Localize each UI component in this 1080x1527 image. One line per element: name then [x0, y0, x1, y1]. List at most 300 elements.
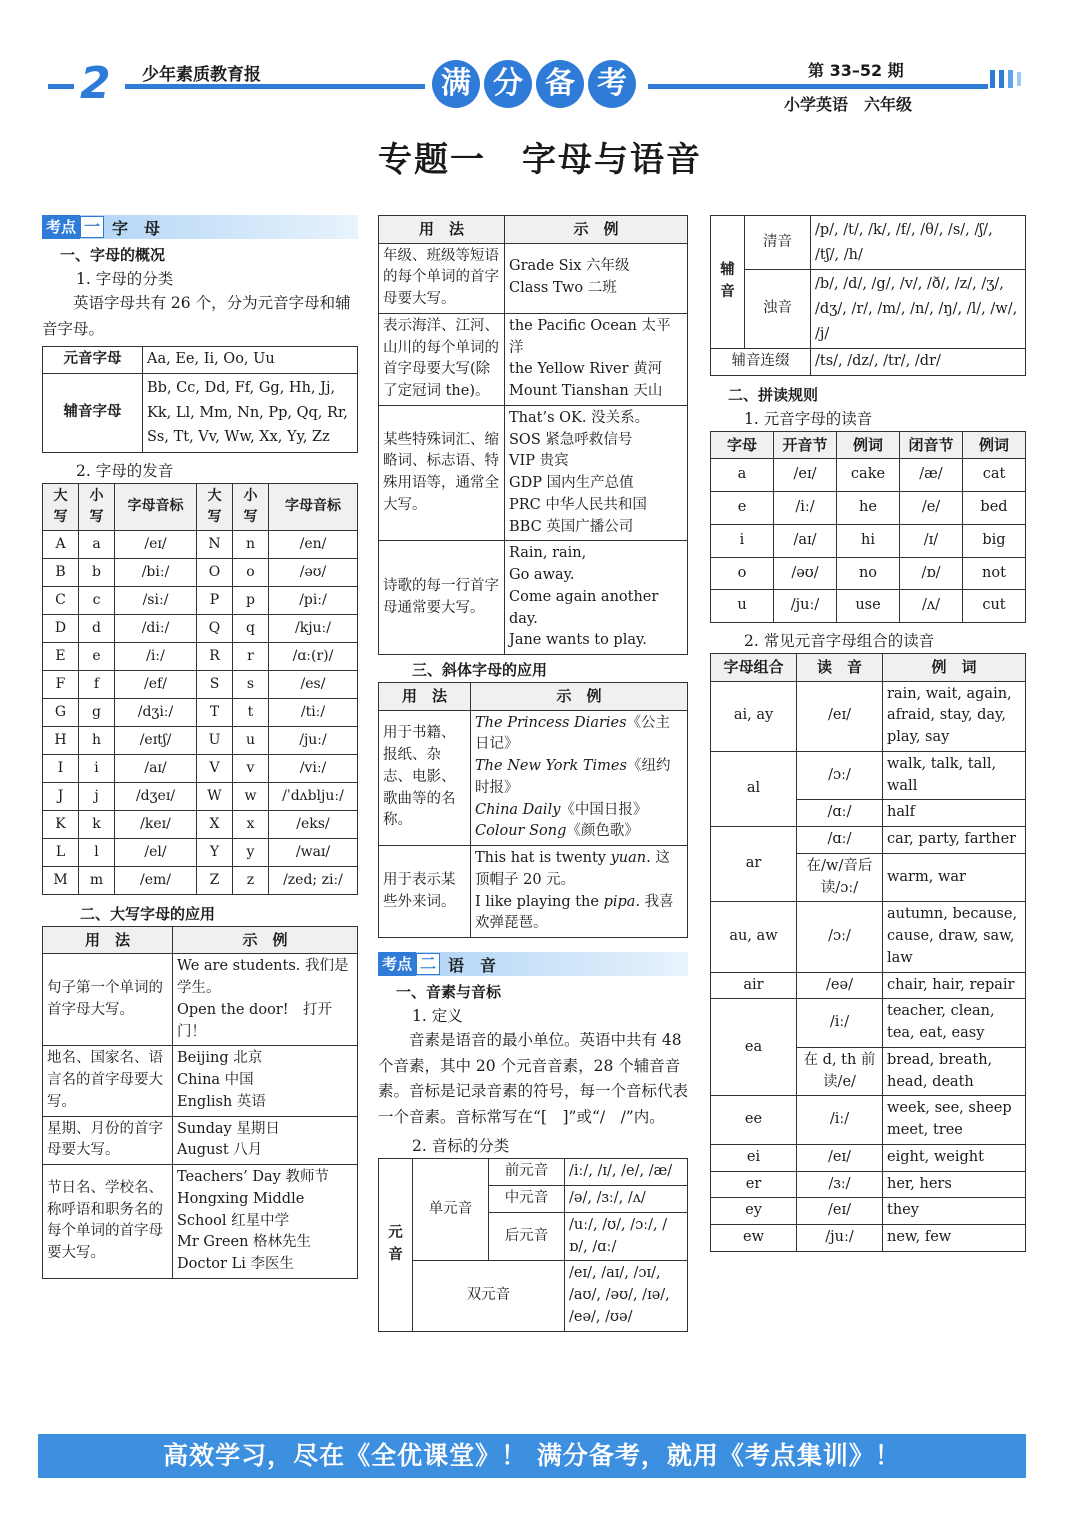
example-line: BBC 英国广播公司 — [509, 518, 634, 535]
heading: 三、斜体字母的应用 — [412, 661, 548, 679]
consonant-table — [710, 215, 1026, 376]
column-header: 字母音标 — [115, 483, 197, 530]
vowel-classification-table — [378, 1158, 688, 1331]
italic-usage-table — [378, 682, 688, 938]
example-line: VIP 贵宾 — [509, 453, 569, 470]
cell: cat — [963, 459, 1026, 492]
cell: I — [43, 754, 79, 782]
cell: P — [197, 586, 233, 614]
cell: /es/ — [269, 670, 358, 698]
cell: F — [43, 670, 79, 698]
page-title: 专题一 字母与语音 — [378, 140, 702, 180]
cell: X — [197, 810, 233, 838]
example-line: Sunday 星期日 — [177, 1120, 280, 1137]
cell: 浊音 — [745, 270, 811, 349]
section-num: 一 — [80, 216, 104, 238]
example-line: August 八月 — [177, 1142, 263, 1159]
cell: S — [197, 670, 233, 698]
cell: /p/, /t/, /k/, /f/, /θ/, /s/, /ʃ/, /tʃ/, /h/ — [811, 216, 1026, 270]
table-row — [43, 954, 358, 1046]
table-row — [711, 557, 1026, 590]
cell: /diː/ — [115, 614, 197, 642]
table-row — [379, 405, 688, 541]
table-row — [711, 492, 1026, 525]
page-header — [0, 0, 1080, 125]
cell: /kjuː/ — [269, 614, 358, 642]
cell: /əʊ/ — [269, 558, 358, 586]
cell: cut — [963, 590, 1026, 623]
example-line — [475, 800, 683, 822]
cell: z — [233, 866, 269, 894]
cell: x — [233, 810, 269, 838]
section-name: 字 母 — [112, 218, 161, 238]
table-row — [711, 459, 1026, 492]
example-line: China 中国 — [177, 1072, 254, 1089]
italic-word: yuan — [610, 850, 647, 866]
capital-usage-table — [42, 926, 358, 1279]
chinese-title: 《颜色歌》 — [566, 823, 639, 840]
column-header: 例词 — [837, 431, 900, 459]
cell: /ɔː/ — [797, 902, 883, 972]
example-line: PRC 中华人民共和国 — [509, 496, 647, 513]
usage-cell: 节日名、学校名、称呼语和职务名的每个单词的首字母要大写。 — [43, 1165, 173, 1279]
italic-title: The Princess Diaries — [475, 714, 627, 731]
cell: L — [43, 838, 79, 866]
cell: 清音 — [745, 216, 811, 270]
subheading: 2. 音标的分类 — [412, 1137, 510, 1156]
brand-char: 备 — [536, 60, 584, 108]
cell: 后元音 — [489, 1212, 565, 1261]
cell: 辅音字母 — [43, 373, 143, 452]
vowel-reading-table — [710, 431, 1026, 623]
cell: ar — [711, 827, 797, 902]
subheading: 2. 字母的发音 — [76, 461, 174, 480]
table-row — [43, 782, 358, 810]
column-header: 字母 — [711, 431, 774, 459]
heading: 一、音素与音标 — [396, 983, 502, 1001]
newspaper-name: 少年素质教育报 — [142, 65, 261, 85]
cell: J — [43, 782, 79, 810]
cell: v — [233, 754, 269, 782]
table-row — [379, 243, 688, 313]
cell: cake — [837, 459, 900, 492]
table-row — [43, 754, 358, 782]
cell: new, few — [883, 1225, 1026, 1252]
cell: V — [197, 754, 233, 782]
cell: n — [233, 530, 269, 558]
column-header: 闭音节 — [900, 431, 963, 459]
cell: f — [79, 670, 115, 698]
example-cell — [505, 541, 688, 655]
cell: /ɔː/ — [797, 751, 883, 800]
example-cell — [471, 710, 688, 846]
cell: /uː/, /ʊ/, /ɔː/, /ɒ/, /ɑː/ — [565, 1212, 688, 1261]
cell: /eɪtʃ/ — [115, 726, 197, 754]
subheading: 1. 定义 — [412, 1007, 463, 1025]
usage-cell: 地名、国家名、语言名的首字母要大写。 — [43, 1046, 173, 1116]
cell: not — [963, 557, 1026, 590]
section-tag: 考点 — [42, 215, 80, 239]
example-line: Teachers’ Day 教师节 — [177, 1169, 329, 1186]
section-header-phonetics — [378, 952, 688, 976]
cell: 在/w/音后读/ɔː/ — [797, 853, 883, 902]
column-2 — [378, 215, 688, 1332]
column-3 — [710, 215, 1026, 1252]
usage-cell: 诗歌的每一行首字母通常要大写。 — [379, 541, 505, 655]
cell: 辅音连缀 — [711, 349, 811, 376]
example-cell — [173, 1165, 358, 1279]
usage-cell: 用于书籍、报纸、杂志、电影、歌曲等的名称。 — [379, 710, 471, 846]
cell: D — [43, 614, 79, 642]
cell: /b/, /d/, /g/, /v/, /ð/, /z/, /ʒ/, /dʒ/, /r/, /m/, /n/, /ŋ/, /l/, /w/, /j/ — [811, 270, 1026, 349]
cell: N — [197, 530, 233, 558]
cell: ew — [711, 1225, 797, 1252]
table-row — [43, 558, 358, 586]
cell: Y — [197, 838, 233, 866]
cell: K — [43, 810, 79, 838]
column-header: 示 例 — [173, 926, 358, 954]
example-line: Mr Green 格林先生 — [177, 1234, 312, 1251]
cell: car, party, farther — [883, 827, 1026, 854]
letter-pronunciation-table — [42, 483, 358, 895]
table-row — [43, 530, 358, 558]
brand-char: 考 — [588, 60, 636, 108]
cell: /eɪ/ — [797, 1144, 883, 1171]
column-header: 用 法 — [379, 216, 505, 244]
section-num: 二 — [416, 953, 440, 975]
example-line — [475, 756, 683, 800]
example-line: GDP 国内生产总值 — [509, 475, 634, 491]
column-header: 示 例 — [505, 216, 688, 244]
cell: /juː/ — [774, 590, 837, 623]
cell: /iː/ — [115, 642, 197, 670]
column-header: 字母音标 — [269, 483, 358, 530]
cell: e — [711, 492, 774, 525]
cell: ai, ay — [711, 681, 797, 751]
table-row — [711, 590, 1026, 623]
cell: ea — [711, 999, 797, 1096]
cell: a — [711, 459, 774, 492]
usage-cell: 用于表示某些外来词。 — [379, 846, 471, 938]
example-line: Grade Six 六年级 — [509, 258, 630, 275]
cell: warm, war — [883, 853, 1026, 902]
example-line: Mount Tianshan 天山 — [509, 383, 663, 399]
example-cell — [505, 243, 688, 313]
cell: /ef/ — [115, 670, 197, 698]
cell: bread, breath, head, death — [883, 1047, 1026, 1096]
letter-class-table — [42, 346, 358, 453]
text: This hat is twenty — [475, 850, 611, 866]
cell: he — [837, 492, 900, 525]
cell: /eɪ/ — [797, 681, 883, 751]
cell: e — [79, 642, 115, 670]
cell: /ə/, /ɜː/, /ʌ/ — [565, 1186, 688, 1213]
cell: h — [79, 726, 115, 754]
cell: Z — [197, 866, 233, 894]
cell: ee — [711, 1096, 797, 1145]
cell: 双元音 — [413, 1261, 565, 1331]
cell: t — [233, 698, 269, 726]
cell: /viː/ — [269, 754, 358, 782]
cell: M — [43, 866, 79, 894]
table-row — [43, 670, 358, 698]
cell: /keɪ/ — [115, 810, 197, 838]
cell: /ʌ/ — [900, 590, 963, 623]
example-line: the Pacific Ocean 太平洋 — [509, 317, 671, 356]
usage-cell: 某些特殊词汇、缩略词、标志语、特殊用语等，通常全大写。 — [379, 405, 505, 541]
cell: b — [79, 558, 115, 586]
cell: teacher, clean, tea, eat, easy — [883, 999, 1026, 1048]
italic-title: The New York Times — [475, 758, 627, 774]
example-line: the Yellow River 黄河 — [509, 361, 663, 378]
cell: /tiː/ — [269, 698, 358, 726]
column-header: 开音节 — [774, 431, 837, 459]
cell: 中元音 — [489, 1186, 565, 1213]
example-line: English 英语 — [177, 1093, 266, 1110]
subject-grade: 小学英语 六年级 — [784, 95, 913, 114]
cell: ey — [711, 1198, 797, 1225]
table-row — [43, 614, 358, 642]
table-row — [43, 838, 358, 866]
cell: /ɑː(r)/ — [269, 642, 358, 670]
column-1 — [42, 215, 358, 1279]
cell: au, aw — [711, 902, 797, 972]
cell: /ts/, /dz/, /tr/, /dr/ — [811, 349, 1026, 376]
cell: j — [79, 782, 115, 810]
cell: /zed; ziː/ — [269, 866, 358, 894]
cell: /siː/ — [115, 586, 197, 614]
cell: /eɪ/ — [797, 1198, 883, 1225]
cell: /eɪ/ — [115, 530, 197, 558]
cell: d — [79, 614, 115, 642]
example-line: Open the door! 打开门！ — [177, 1001, 333, 1040]
cell: they — [883, 1198, 1026, 1225]
cell: bed — [963, 492, 1026, 525]
example-cell — [471, 846, 688, 938]
paragraph: 音素是语音的最小单位。英语中共有 48 个音素，其中 20 个元音音素，28 个辅音音素。音标是记录音素的符号，每一个音标代表一个音素。音标常写在“[ ]”或“/ /”内。 — [378, 1031, 689, 1126]
cell: l — [79, 838, 115, 866]
cell: g — [79, 698, 115, 726]
cell: /el/ — [115, 838, 197, 866]
subheading: 1. 元音字母的读音 — [744, 409, 873, 428]
table-row — [43, 1046, 358, 1116]
example-line: Go away. — [509, 567, 575, 583]
cell: Aa, Ee, Ii, Oo, Uu — [143, 347, 358, 374]
cell: A — [43, 530, 79, 558]
cell: i — [79, 754, 115, 782]
table-row — [711, 524, 1026, 557]
cell: /waɪ/ — [269, 838, 358, 866]
cell: R — [197, 642, 233, 670]
column-header: 例 词 — [883, 654, 1026, 682]
section-name: 语 音 — [448, 955, 497, 975]
cell: no — [837, 557, 900, 590]
cell: /ˈdʌbljuː/ — [269, 782, 358, 810]
cell: W — [197, 782, 233, 810]
heading: 一、字母的概况 — [60, 246, 166, 264]
issue-range: 第 33–52 期 — [808, 61, 904, 80]
section-header-letters — [42, 215, 358, 239]
cell: /eə/ — [797, 972, 883, 999]
cell: /dʒeɪ/ — [115, 782, 197, 810]
cell: half — [883, 800, 1026, 827]
cell: /juː/ — [269, 726, 358, 754]
example-line: Hongxing Middle School 红星中学 — [177, 1190, 305, 1229]
cell: /em/ — [115, 866, 197, 894]
example-cell — [173, 954, 358, 1046]
table-row — [43, 1165, 358, 1279]
cell: /æ/ — [900, 459, 963, 492]
subheading: 1. 字母的分类 — [76, 270, 174, 288]
paragraph: 英语字母共有 26 个，分为元音字母和辅音字母。 — [42, 294, 351, 338]
cell: q — [233, 614, 269, 642]
cell: /ɑː/ — [797, 800, 883, 827]
vowel-combination-table — [710, 653, 1026, 1252]
text: . 我喜欢弹琵琶。 — [475, 893, 674, 932]
cell: r — [233, 642, 269, 670]
cell: /ɑː/ — [797, 827, 883, 854]
cell: eight, weight — [883, 1144, 1026, 1171]
cell: u — [711, 590, 774, 623]
column-header: 用 法 — [379, 683, 471, 711]
cell: w — [233, 782, 269, 810]
page-number: 2 — [80, 58, 111, 109]
column-header: 小写 — [233, 483, 269, 530]
column-header: 小写 — [79, 483, 115, 530]
cell: C — [43, 586, 79, 614]
cell: H — [43, 726, 79, 754]
capital-usage-table-cont — [378, 215, 688, 655]
example-line — [475, 713, 683, 757]
cell: /biː/ — [115, 558, 197, 586]
column-header: 字母组合 — [711, 654, 797, 682]
cell: 前元音 — [489, 1159, 565, 1186]
text: I like playing the — [475, 893, 604, 910]
column-header: 大写 — [197, 483, 233, 530]
cell: u — [233, 726, 269, 754]
cell: /ɪ/ — [900, 524, 963, 557]
table-row — [43, 698, 358, 726]
brand-char: 分 — [484, 60, 532, 108]
cell: /eɪ/ — [774, 459, 837, 492]
cell: E — [43, 642, 79, 670]
cell: /en/ — [269, 530, 358, 558]
cell: T — [197, 698, 233, 726]
brand-logo — [432, 60, 636, 108]
table-row — [43, 810, 358, 838]
example-cell — [173, 1116, 358, 1165]
example-line — [475, 892, 683, 936]
column-header: 例词 — [963, 431, 1026, 459]
cell: /dʒiː/ — [115, 698, 197, 726]
italic-title: Colour Song — [475, 823, 567, 840]
cell: chair, hair, repair — [883, 972, 1026, 999]
example-line: We are students. 我们是学生。 — [177, 958, 349, 997]
section-tag: 考点 — [378, 952, 416, 976]
cell: /aɪ/ — [115, 754, 197, 782]
example-line — [475, 848, 683, 892]
cell: her, hers — [883, 1171, 1026, 1198]
cell: er — [711, 1171, 797, 1198]
cell: /ɒ/ — [900, 557, 963, 590]
cell: /iː/ — [797, 1096, 883, 1145]
example-line: Doctor Li 李医生 — [177, 1256, 294, 1273]
example-line: SOS 紧急呼救信号 — [509, 431, 633, 448]
column-header: 读 音 — [797, 654, 883, 682]
cell: /e/ — [900, 492, 963, 525]
cell: air — [711, 972, 797, 999]
italic-word: pipa — [603, 893, 636, 910]
example-line: Rain, rain, — [509, 545, 587, 562]
column-header: 示 例 — [471, 683, 688, 711]
cell: 元音 — [379, 1159, 413, 1331]
cell: /eks/ — [269, 810, 358, 838]
example-line: Jane wants to play. — [509, 632, 647, 649]
cell: 单元音 — [413, 1159, 489, 1261]
cell: 在 d, th 前读/e/ — [797, 1047, 883, 1096]
column-header: 用 法 — [43, 926, 173, 954]
heading: 二、大写字母的应用 — [80, 904, 216, 923]
cell: 辅音 — [711, 216, 745, 349]
cell: i — [711, 524, 774, 557]
chinese-title: 《纽约时报》 — [475, 758, 671, 796]
cell: o — [233, 558, 269, 586]
table-row — [43, 642, 358, 670]
table-row — [379, 541, 688, 655]
cell: Bb, Cc, Dd, Ff, Gg, Hh, Jj, Kk, Ll, Mm, Nn, Pp, Qq, Rr, Ss, Tt, Vv, Ww, Xx, Yy, Zz — [143, 373, 358, 452]
cell: o — [711, 557, 774, 590]
cell: O — [197, 558, 233, 586]
cell: c — [79, 586, 115, 614]
table-row — [43, 866, 358, 894]
cell: p — [233, 586, 269, 614]
cell: G — [43, 698, 79, 726]
cell: a — [79, 530, 115, 558]
cell: s — [233, 670, 269, 698]
cell: m — [79, 866, 115, 894]
cell: 元音字母 — [43, 347, 143, 374]
cell: /əʊ/ — [774, 557, 837, 590]
cell: /aɪ/ — [774, 524, 837, 557]
cell: /eɪ/, /aɪ/, /ɔɪ/, /aʊ/, /əʊ/, /ɪə/, /eə/, /ʊə/ — [565, 1261, 688, 1331]
brand-char: 满 — [432, 60, 480, 108]
chinese-title: 《中国日报》 — [560, 801, 648, 818]
column-header: 大写 — [43, 483, 79, 530]
table-row — [43, 586, 358, 614]
cell: hi — [837, 524, 900, 557]
cell: use — [837, 590, 900, 623]
cell: /juː/ — [797, 1225, 883, 1252]
usage-cell: 表示海洋、江河、山川的每个单词的首字母要大写(除了定冠词 the)。 — [379, 313, 505, 405]
example-line: That’s OK. 没关系。 — [509, 409, 650, 426]
cell: k — [79, 810, 115, 838]
text: . 这顶帽子 20 元。 — [475, 850, 670, 888]
cell: /iː/ — [774, 492, 837, 525]
chinese-title: 《公主日记》 — [475, 714, 671, 753]
usage-cell: 句子第一个单词的首字母大写。 — [43, 954, 173, 1046]
footer-banner: 高效学习，尽在《全优课堂》！ 满分备考，就用《考点集训》！ — [38, 1434, 1026, 1478]
cell: /iː/ — [797, 999, 883, 1048]
cell: Q — [197, 614, 233, 642]
example-line: Beijing 北京 — [177, 1050, 263, 1067]
cell: week, see, sheep meet, tree — [883, 1096, 1026, 1145]
example-cell — [505, 405, 688, 541]
example-line: Class Two 二班 — [509, 280, 617, 297]
cell: /ɜː/ — [797, 1171, 883, 1198]
table-row — [379, 313, 688, 405]
cell: y — [233, 838, 269, 866]
cell: walk, talk, tall, wall — [883, 751, 1026, 800]
